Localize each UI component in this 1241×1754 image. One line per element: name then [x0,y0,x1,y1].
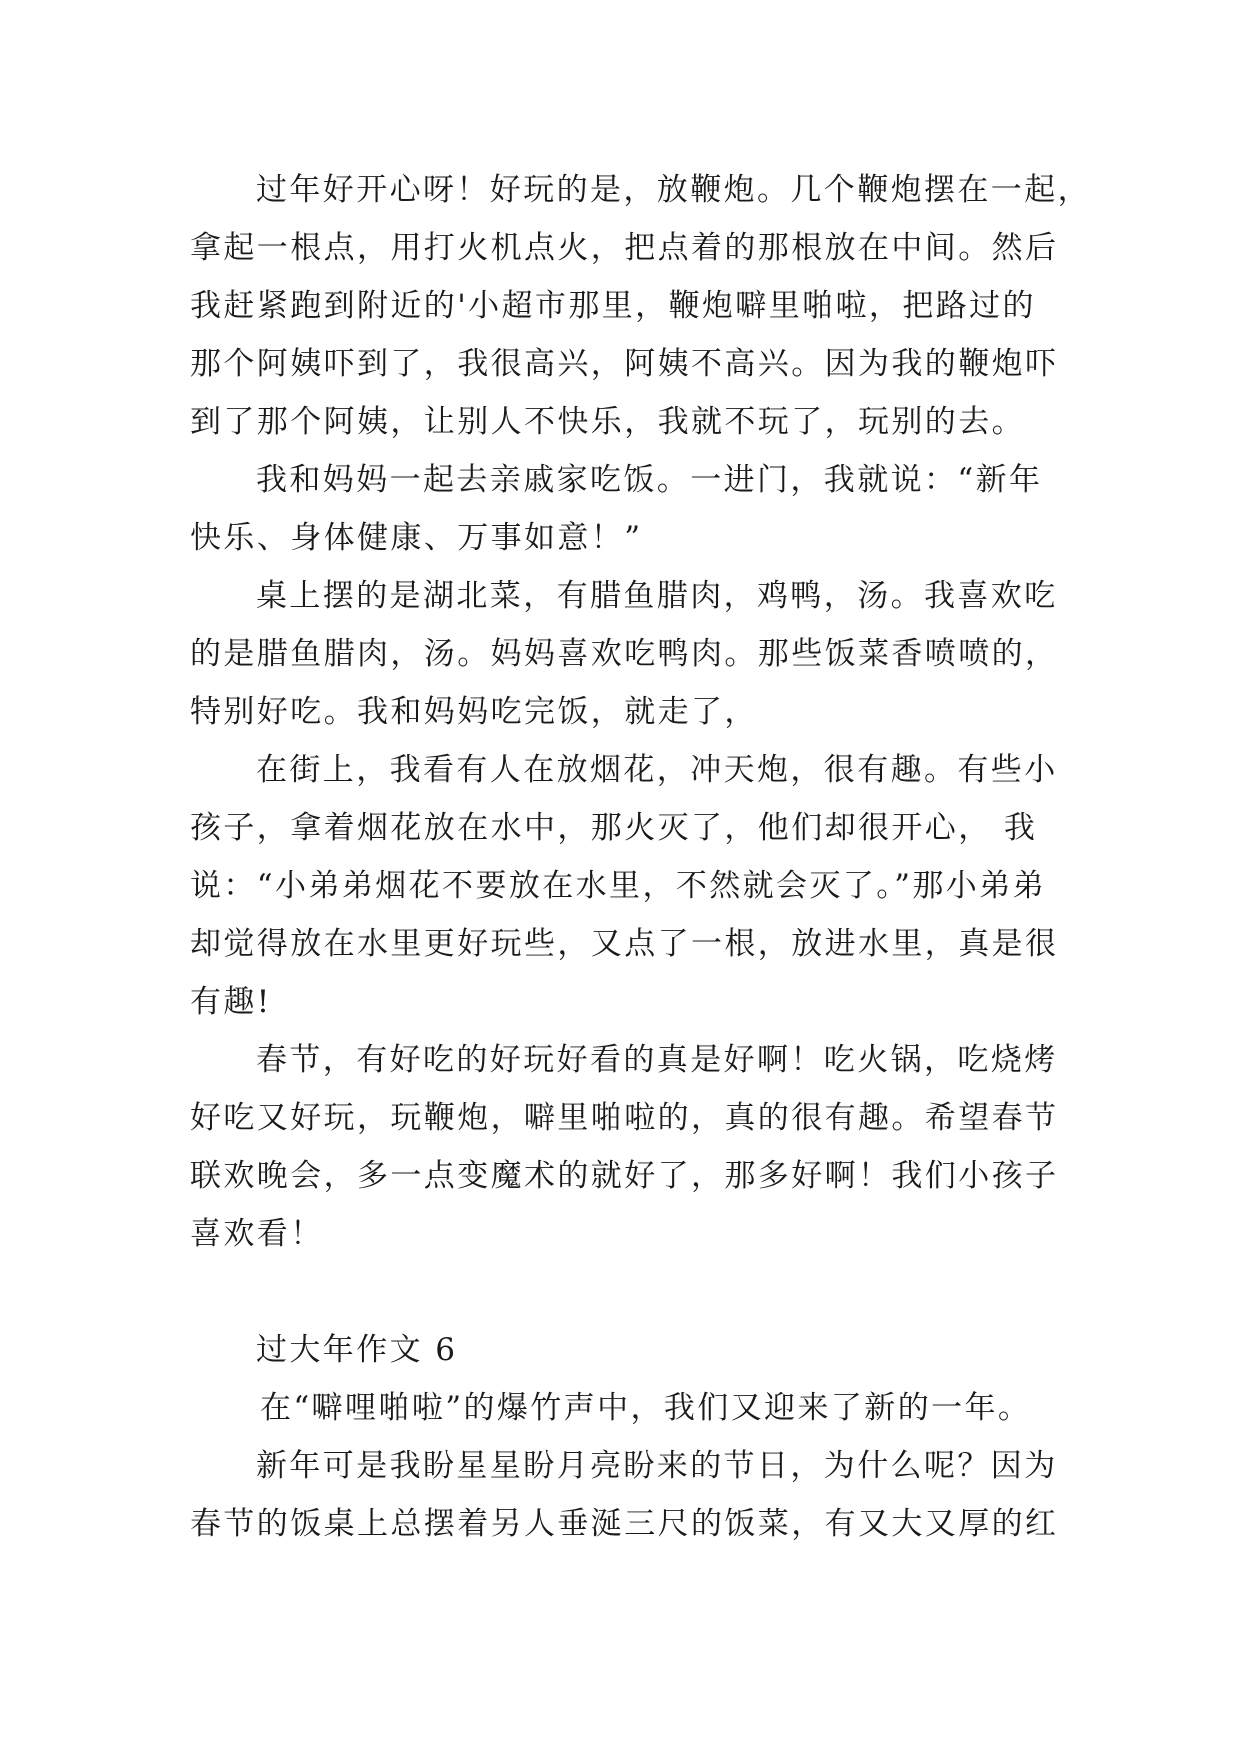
section-heading: 过大年作文 6 [256,1332,458,1368]
paragraph-2-line-2: 快乐、身体健康、万事如意！” [190,520,643,556]
paragraph-7-line-2: 春节的饭桌上总摆着另人垂涎三尺的饭菜，有又大又厚的红 [190,1506,1059,1542]
paragraph-1-line-3: 我赶紧跑到附近的'小超市那里，鞭炮噼里啪啦，把路过的 [190,288,1036,324]
paragraph-1-line-1: 过年好开心呀！好玩的是，放鞭炮。几个鞭炮摆在一起， [256,172,1091,208]
paragraph-2-line-1: 我和妈妈一起去亲戚家吃饭。一进门，我就说：“新年 [256,462,1043,498]
paragraph-3-line-1: 桌上摆的是湖北菜，有腊鱼腊肉，鸡鸭，汤。我喜欢吃 [256,578,1058,614]
paragraph-1-line-2: 拿起一根点，用打火机点火，把点着的那根放在中间。然后 [190,230,1059,266]
paragraph-1-line-5: 到了那个阿姨，让别人不快乐，我就不玩了，玩别的去。 [190,404,1025,440]
paragraph-5-line-4: 喜欢看！ [190,1216,324,1252]
paragraph-4-line-3: 说：“小弟弟烟花不要放在水里，不然就会灭了。”那小弟弟 [190,868,1046,904]
paragraph-7-line-1: 新年可是我盼星星盼月亮盼来的节日，为什么呢？因为 [256,1448,1058,1484]
paragraph-1-line-4: 那个阿姨吓到了，我很高兴，阿姨不高兴。因为我的鞭炮吓 [190,346,1059,382]
paragraph-5-line-1: 春节，有好吃的好玩好看的真是好啊！吃火锅，吃烧烤 [256,1042,1058,1078]
paragraph-4-line-5: 有趣! [190,984,272,1020]
paragraph-4-line-4: 却觉得放在水里更好玩些，又点了一根，放进水里，真是很 [190,926,1059,962]
paragraph-6-line-1: 在“噼哩啪啦”的爆竹声中，我们又迎来了新的一年。 [260,1390,1032,1426]
paragraph-5-line-2: 好吃又好玩，玩鞭炮，噼里啪啦的，真的很有趣。希望春节 [190,1100,1059,1136]
paragraph-5-line-3: 联欢晚会，多一点变魔术的就好了，那多好啊！我们小孩子 [190,1158,1059,1194]
paragraph-3-line-3: 特别好吃。我和妈妈吃完饭，就走了， [190,694,758,730]
paragraph-4-line-1: 在街上，我看有人在放烟花，冲天炮，很有趣。有些小 [256,752,1058,788]
paragraph-4-line-2: 孩子，拿着烟花放在水中，那火灭了，他们却很开心， 我 [190,810,1038,846]
paragraph-3-line-2: 的是腊鱼腊肉，汤。妈妈喜欢吃鸭肉。那些饭菜香喷喷的， [190,636,1059,672]
